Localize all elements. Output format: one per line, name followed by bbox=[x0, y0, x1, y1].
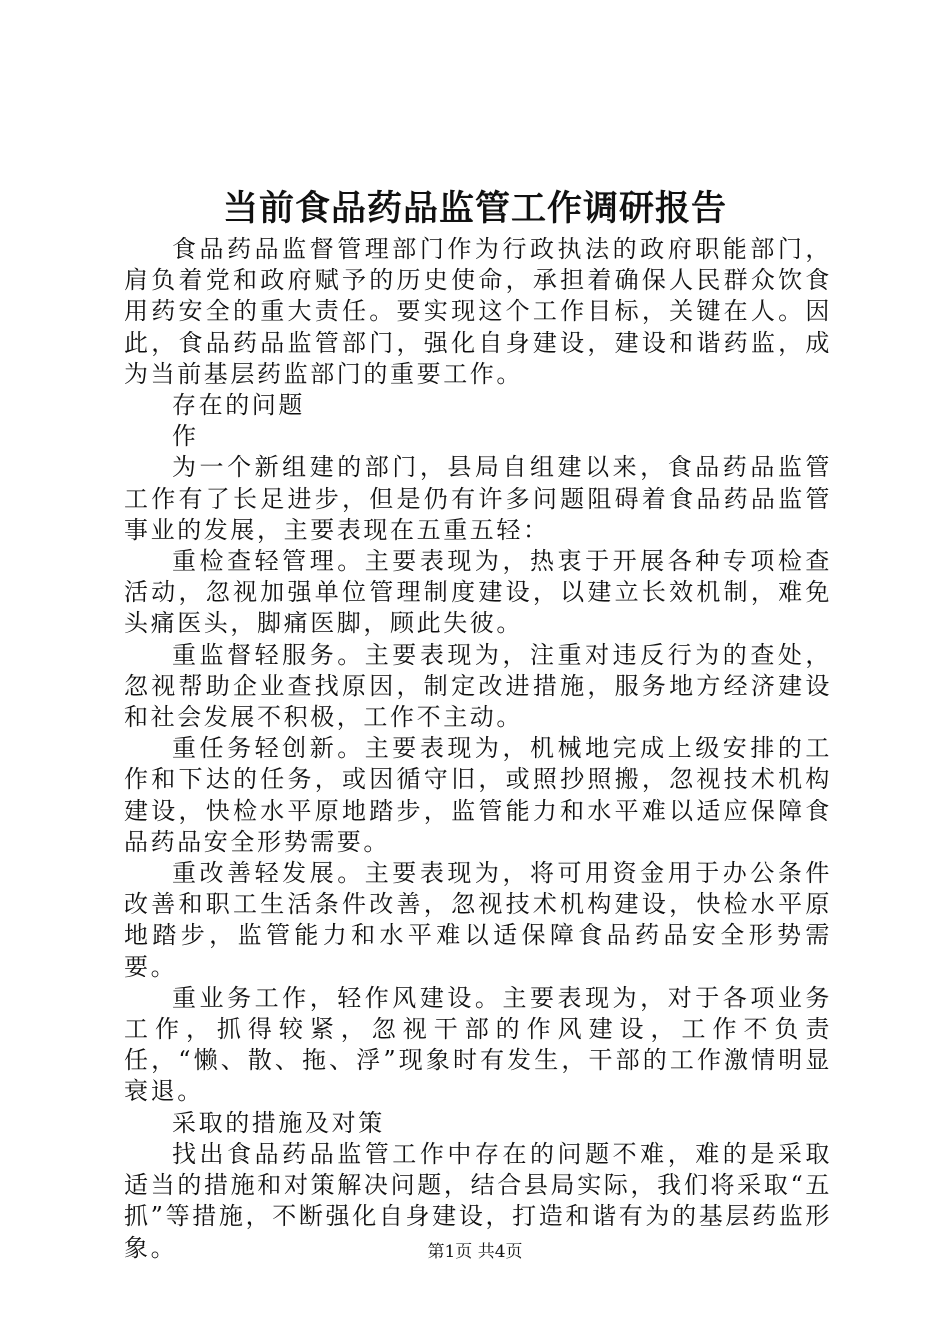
paragraph-problem-1: 重检查轻管理。主要表现为，热衷于开展各种专项检查活动，忽视加强单位管理制度建设，以建立长效机制，难免头痛医头，脚痛医脚，顾此失彼。 bbox=[124, 547, 832, 638]
document-body bbox=[124, 234, 832, 1264]
paragraph-intro: 食品药品监督管理部门作为行政执法的政府职能部门，肩负着党和政府赋予的历史使命，承担着确保人民群众饮食用药安全的重大责任。要实现这个工作目标，关键在人。因此，食品药品监管部门，强化自身建设，建设和谐药监，成为当前基层药监部门的重要工作。 bbox=[124, 235, 832, 388]
paragraph-problem-4: 重改善轻发展。主要表现为，将可用资金用于办公条件改善和职工生活条件改善，忽视技术机构建设，快检水平原地踏步，监管能力和水平难以适保障食品药品安全形势需要。 bbox=[124, 859, 832, 981]
page-footer: 第1页 共4页 bbox=[427, 1242, 523, 1262]
paragraph-problem-3: 重任务轻创新。主要表现为，机械地完成上级安排的工作和下达的任务，或因循守旧，或照抄照搬，忽视技术机构建设，快检水平原地踏步，监管能力和水平难以适应保障食品药品安全形势需要。 bbox=[124, 734, 832, 856]
paragraph-fragment: 作 bbox=[172, 422, 199, 451]
document-title: 当前食品药品监管工作调研报告 bbox=[222, 188, 727, 229]
paragraph-problem-2: 重监督轻服务。主要表现为，注重对违反行为的查处，忽视帮助企业查找原因，制定改进措施，服务地方经济建设和社会发展不积极，工作不主动。 bbox=[124, 640, 832, 732]
paragraph-measures: 找出食品药品监管工作中存在的问题不难，难的是采取适当的措施和对策解决问题，结合县局实际，我们将采取“五抓”等措施，不断强化自身建设，打造和谐有为的基层药监形象。 bbox=[124, 1139, 832, 1262]
paragraph-problem-5: 重业务工作，轻作风建设。主要表现为，对于各项业务工作，抓得较紧，忽视干部的作风建设，工作不负责任，“懒、散、拖、浮”现象时有发生，干部的工作激情明显衰退。 bbox=[124, 983, 832, 1106]
section-heading-measures: 采取的措施及对策 bbox=[172, 1108, 385, 1137]
section-heading-problems: 存在的问题 bbox=[172, 391, 305, 420]
paragraph-overview: 为一个新组建的部门，县局自组建以来，食品药品监管工作有了长足进步，但是仍有许多问题阻碍着食品药品监管事业的发展，主要表现在五重五轻： bbox=[124, 453, 832, 544]
